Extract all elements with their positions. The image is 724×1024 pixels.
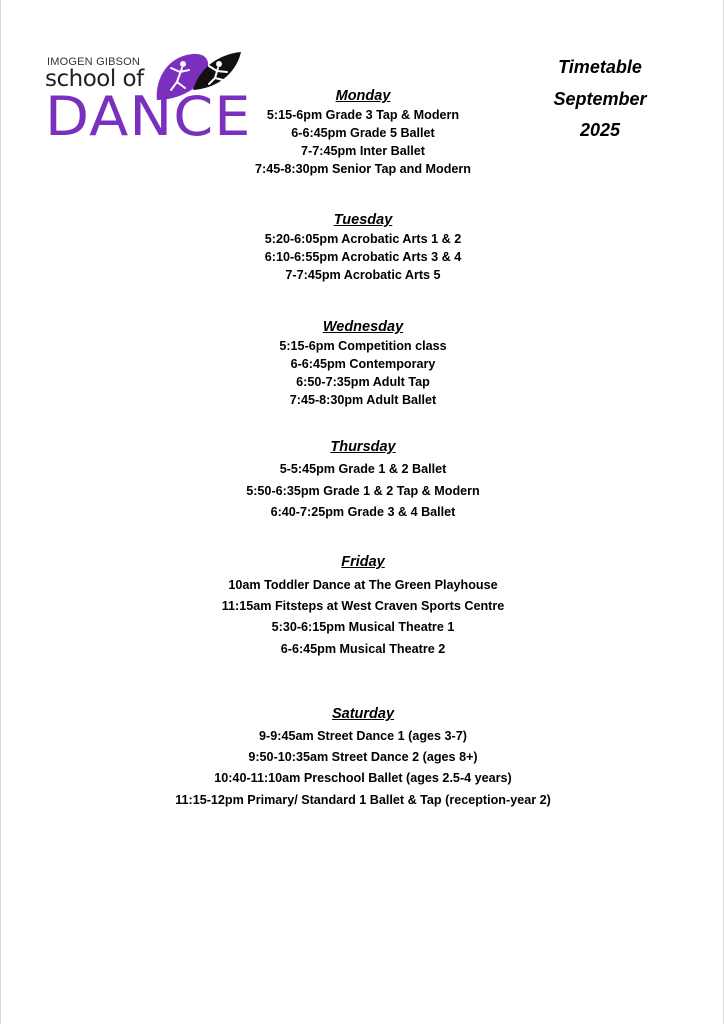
class-item: 5:15-6pm Competition class: [279, 339, 447, 353]
class-item: 9:50-10:35am Street Dance 2 (ages 8+): [248, 750, 478, 765]
class-item: 7:45-8:30pm Adult Ballet: [289, 393, 437, 407]
day-name: Monday: [335, 88, 391, 104]
class-item: 11:15-12pm Primary/ Standard 1 Ballet & Tap (reception-year 2): [175, 792, 551, 807]
logo-top-text: IMOGEN GIBSON: [47, 56, 141, 68]
day-name: Thursday: [330, 439, 396, 455]
class-item: 10:40-11:10am Preschool Ballet (ages 2.5-4 years): [214, 771, 512, 786]
class-item: 5:50-6:35pm Grade 1 & 2 Tap & Modern: [246, 483, 480, 498]
class-item: 5:30-6:15pm Musical Theatre 1: [271, 620, 455, 635]
class-item: 6-6:45pm Grade 5 Ballet: [291, 126, 435, 140]
title-line-1: Timetable: [558, 57, 642, 77]
class-item: 9-9:45am Street Dance 1 (ages 3-7): [259, 729, 467, 743]
class-item: 6:40-7:25pm Grade 3 & 4 Ballet: [270, 505, 456, 519]
class-item: 5:20-6:05pm Acrobatic Arts 1 & 2: [264, 232, 462, 246]
title-line-2: September: [553, 88, 647, 109]
class-item: 5:15-6pm Grade 3 Tap & Modern: [266, 108, 460, 122]
class-item: 6-6:45pm Contemporary: [290, 357, 436, 371]
day-tuesday: [1, 210, 724, 284]
logo-dance-text: DANCE: [45, 85, 252, 148]
day-name: Wednesday: [322, 319, 404, 335]
class-item: 7-7:45pm Inter Ballet: [301, 144, 425, 158]
day-wednesday: [1, 317, 724, 409]
class-item: 7-7:45pm Acrobatic Arts 5: [285, 268, 441, 282]
day-thursday: [1, 437, 724, 524]
day-name: Friday: [341, 554, 385, 570]
day-friday: [1, 552, 724, 660]
class-item: 6:50-7:35pm Adult Tap: [296, 375, 430, 389]
class-item: 10am Toddler Dance at The Green Playhouse: [228, 578, 498, 592]
title-line-3: 2025: [579, 120, 621, 140]
class-item: 6:10-6:55pm Acrobatic Arts 3 & 4: [264, 250, 462, 264]
day-saturday: [1, 704, 724, 811]
day-monday: [1, 86, 724, 178]
day-name: Saturday: [331, 706, 395, 722]
logo-middle-text: school of: [45, 66, 144, 92]
class-item: 6-6:45pm Musical Theatre 2: [280, 641, 446, 656]
class-item: 11:15am Fitsteps at West Craven Sports Centre: [221, 599, 505, 614]
class-item: 5-5:45pm Grade 1 & 2 Ballet: [279, 462, 447, 476]
day-name: Tuesday: [333, 212, 393, 228]
class-item: 7:45-8:30pm Senior Tap and Modern: [255, 162, 471, 176]
